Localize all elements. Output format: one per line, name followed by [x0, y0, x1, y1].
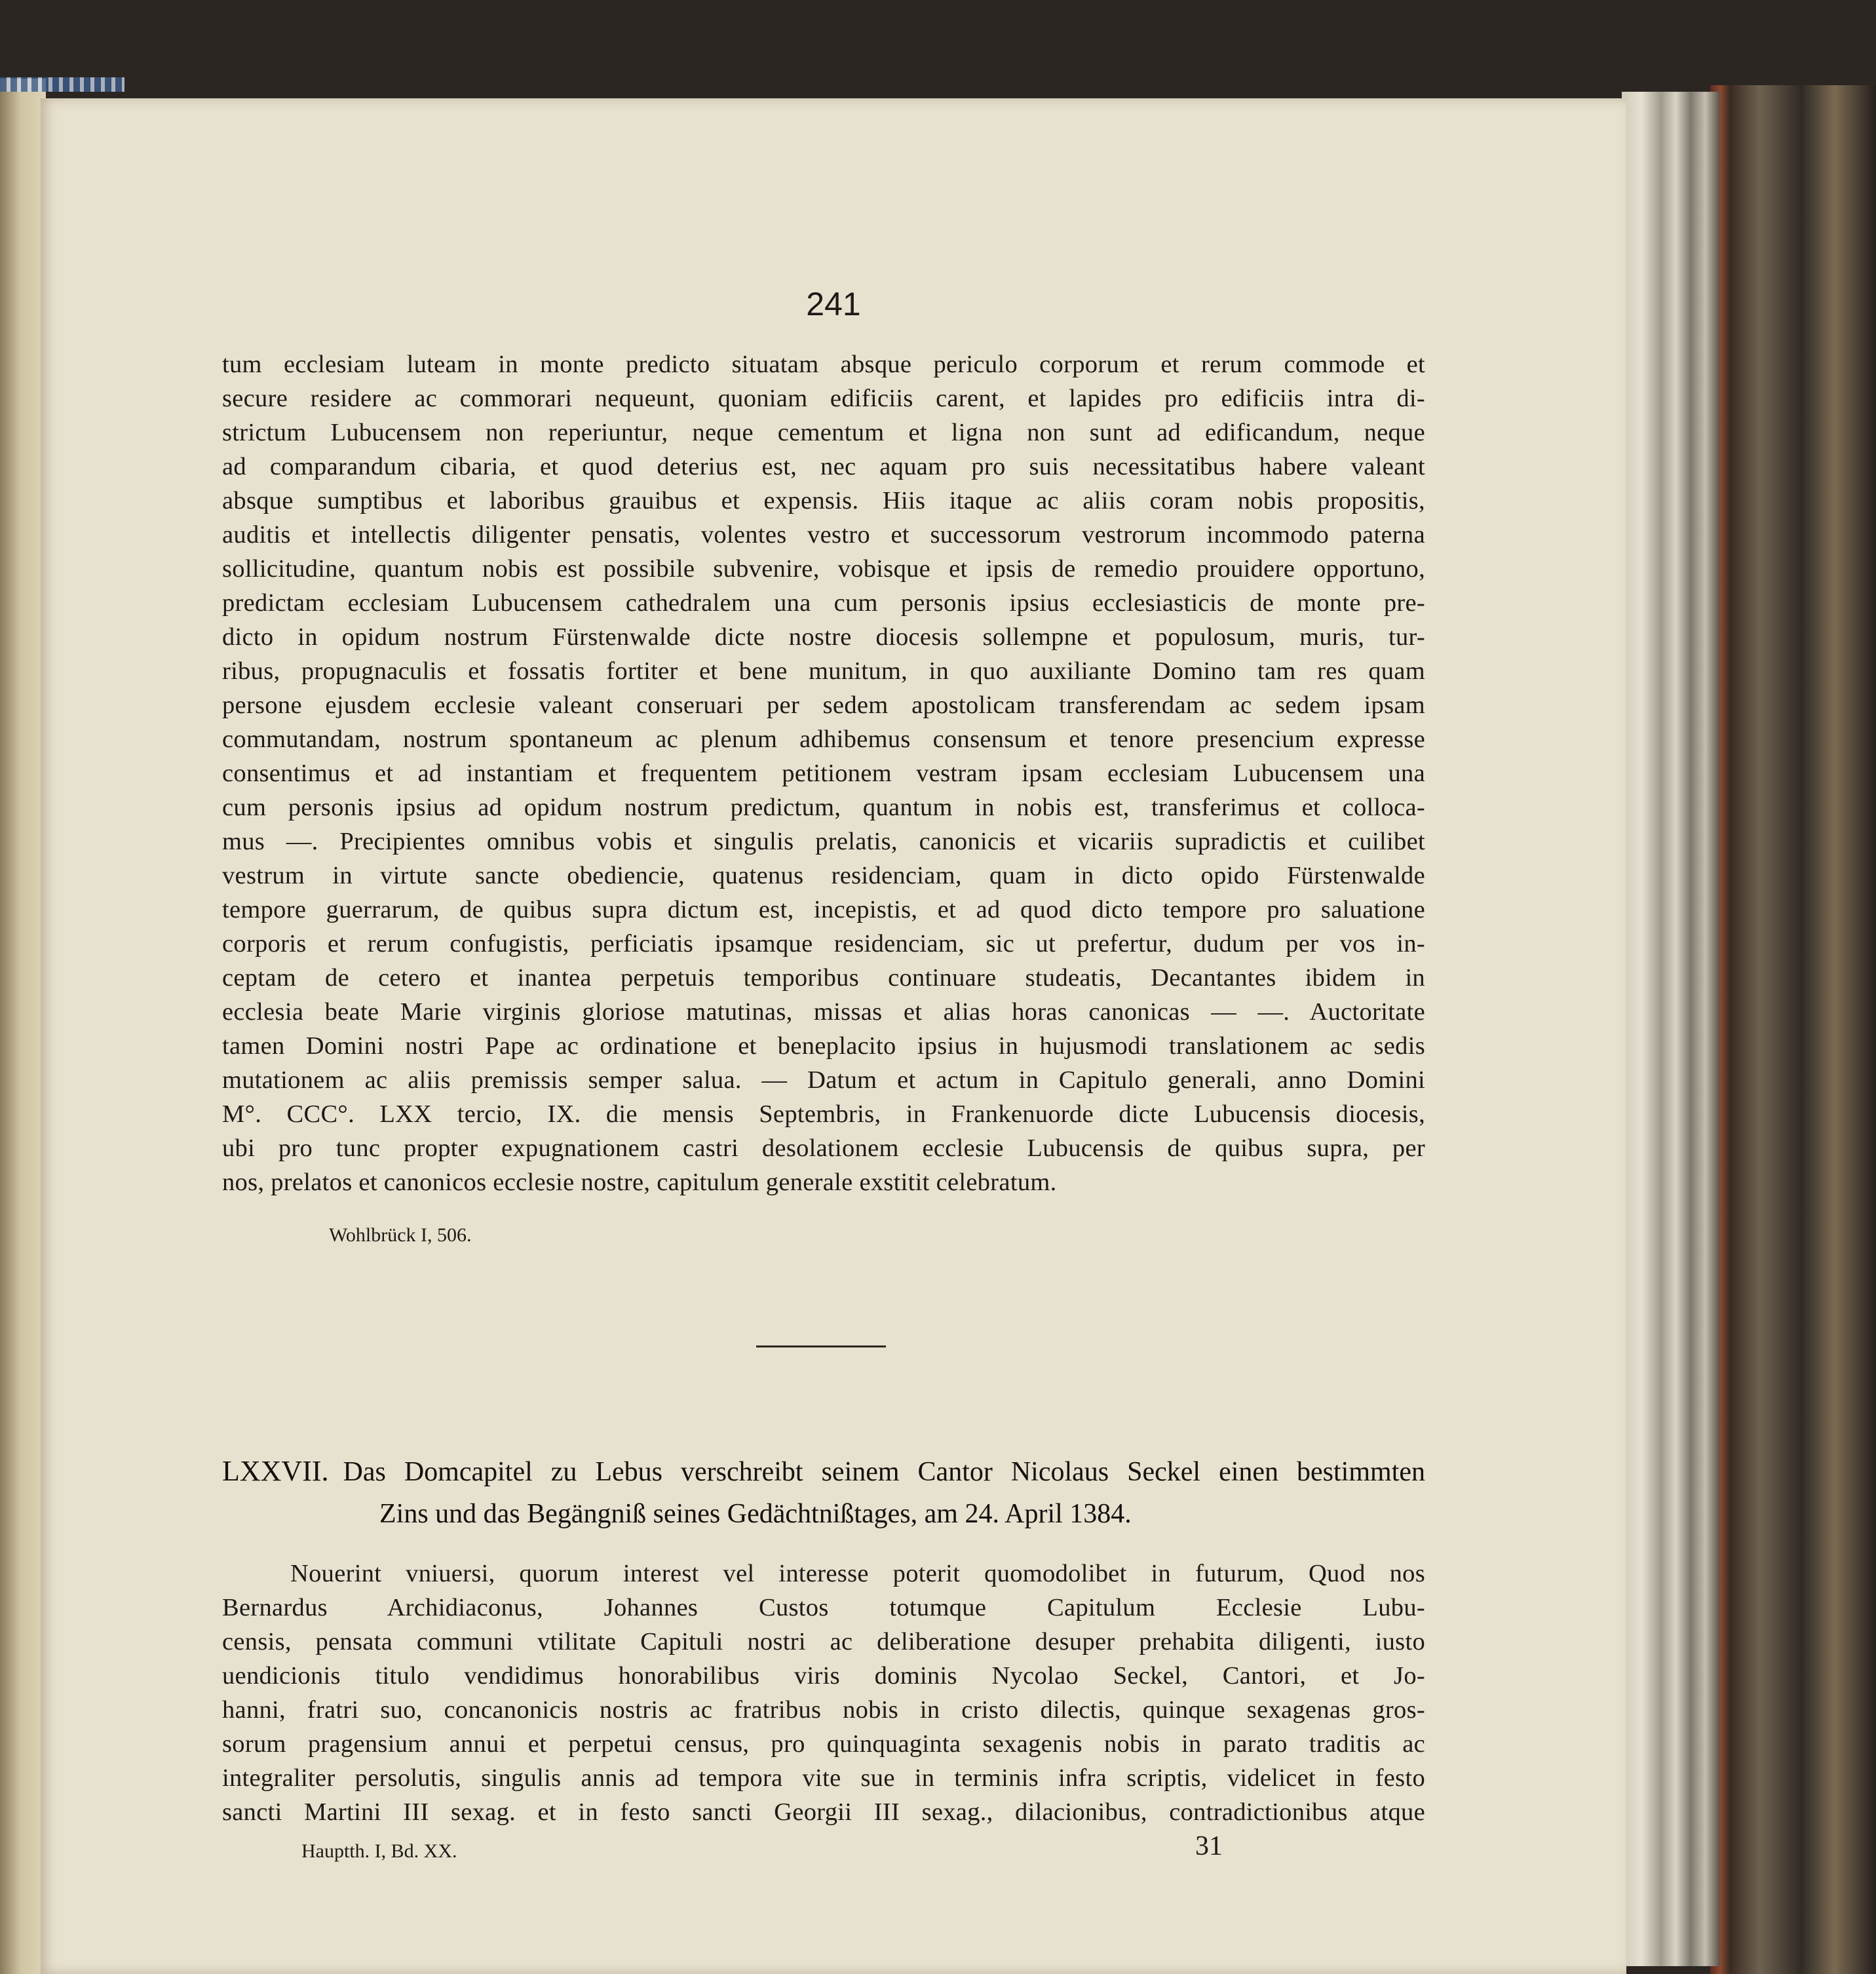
- text-line: mutationem ac aliis premissis semper salua. — Datum et actum in Capitulo generali, anno Domini: [222, 1066, 1425, 1094]
- paragraph-1: [222, 347, 1425, 1199]
- page-number: 241: [806, 286, 861, 322]
- text-line: nos, prelatos et canonicos ecclesie nostre, capitulum generale exstitit celebratum.: [222, 1169, 1057, 1196]
- text-line: vestrum in virtute sancte obediencie, quatenus residenciam, quam in dicto opido Fürstenwalde: [222, 862, 1425, 889]
- heading-title-1: Das Domcapitel zu Lebus verschreibt seinem Cantor Nicolaus Seckel einen bestimmten: [343, 1457, 1425, 1487]
- text-line: Bernardus Archidiaconus, Johannes Custos totumque Capitulum Ecclesie Lubu-: [222, 1594, 1425, 1621]
- signature-mark: Hauptth. I, Bd. XX.: [301, 1840, 457, 1862]
- section-divider: [756, 1345, 886, 1347]
- bookmark-ribbon: [0, 77, 124, 92]
- text-line: sollicitudine, quantum nobis est possibile subvenire, vobisque et ipsis de remedio prouidere opportuno,: [222, 555, 1425, 583]
- text-line: M°. CCC°. LXX tercio, IX. die mensis Septembris, in Frankenuorde dicte Lubucensis diocesis,: [222, 1100, 1425, 1128]
- text-line: strictum Lubucensem non reperiuntur, neque cementum et ligna non sunt ad edificandum, neque: [222, 419, 1425, 446]
- text-line: tamen Domini nostri Pape ac ordinatione et beneplacito ipsius in hujusmodi translationem ac sedis: [222, 1032, 1425, 1060]
- book-page: [41, 98, 1626, 1974]
- text-line: ceptam de cetero et inantea perpetuis temporibus continuare studeatis, Decantantes ibidem in: [222, 964, 1425, 992]
- source-citation: Wohlbrück I, 506.: [329, 1224, 472, 1246]
- heading-line-2: Zins und das Begängniß seines Gedächtnißtages, am 24. April 1384.: [379, 1499, 1132, 1529]
- document-number: LXXVII.: [222, 1455, 329, 1487]
- text-line: commutandam, nostrum spontaneum ac plenum adhibemus consensum et tenore presencium expresse: [222, 726, 1425, 753]
- heading-line-1: [222, 1450, 1425, 1493]
- text-line: absque sumptibus et laboribus grauibus et expensis. Hiis itaque ac aliis coram nobis propositis,: [222, 487, 1425, 514]
- page-stack-edge: [1622, 92, 1720, 1966]
- text-line: integraliter persolutis, singulis annis ad tempora vite sue in terminis infra scriptis, videlicet in festo: [222, 1764, 1425, 1792]
- text-line: ribus, propugnaculis et fossatis fortiter et bene munitum, in quo auxiliante Domino tam res quam: [222, 657, 1425, 685]
- left-page-edge: [0, 79, 46, 1974]
- text-line: uendicionis titulo vendidimus honorabilibus viris dominis Nycolao Seckel, Cantori, et Jo-: [222, 1662, 1425, 1690]
- text-line: censis, pensata communi vtilitate Capituli nostri ac deliberatione desuper prehabita diligenti, iusto: [222, 1628, 1425, 1655]
- text-line: mus —. Precipientes omnibus vobis et singulis prelatis, canonicis et vicariis supradictis et cuilibet: [222, 828, 1425, 855]
- text-line: tum ecclesiam luteam in monte predicto situatam absque periculo corporum et rerum commode et: [222, 351, 1425, 378]
- text-line: cum personis ipsius ad opidum nostrum predictum, quantum in nobis est, transferimus et colloca-: [222, 794, 1425, 821]
- text-line: secure residere ac commorari nequeunt, quoniam edificiis carent, et lapides pro edificiis intra di-: [222, 385, 1425, 412]
- text-line: persone ejusdem ecclesie valeant conseruari per sedem apostolicam transferendam ac sedem ipsam: [222, 691, 1425, 719]
- text-line: sorum pragensium annui et perpetui census, pro quinquaginta sexagenis nobis in parato traditis ac: [222, 1730, 1425, 1758]
- text-line: ecclesia beate Marie virginis gloriose matutinas, missas et alias horas canonicas — —. Auctoritate: [222, 998, 1425, 1026]
- text-line: predictam ecclesiam Lubucensem cathedralem una cum personis ipsius ecclesiasticis de monte pre-: [222, 589, 1425, 617]
- text-line: tempore guerrarum, de quibus supra dictum est, incepistis, et ad quod dicto tempore pro saluatione: [222, 896, 1425, 923]
- text-line: auditis et intellectis diligenter pensatis, volentes vestro et successorum vestrorum incommodo paterna: [222, 521, 1425, 549]
- text-line: corporis et rerum confugistis, perficiatis ipsamque residenciam, sic ut prefertur, dudum per vos in-: [222, 930, 1425, 958]
- book-cover: [1710, 85, 1876, 1974]
- text-line: dicto in opidum nostrum Fürstenwalde dicte nostre diocesis sollempne et populosum, muris, tur-: [222, 623, 1425, 651]
- text-line: sancti Martini III sexag. et in festo sancti Georgii III sexag., dilacionibus, contradictionibus atque: [222, 1798, 1425, 1826]
- text-line: consentimus et ad instantiam et frequentem petitionem vestram ipsam ecclesiam Lubucensem una: [222, 760, 1425, 787]
- text-line: ubi pro tunc propter expugnationem castri desolationem ecclesie Lubucensis de quibus supra, per: [222, 1134, 1425, 1162]
- text-line: ad comparandum cibaria, et quod deterius est, nec aquam pro suis necessitatibus habere valeant: [222, 453, 1425, 480]
- sheet-number: 31: [1195, 1831, 1223, 1861]
- text-line: hanni, fratri suo, concanonicis nostris ac fratribus nobis in cristo dilectis, quinque sexagenas gros-: [222, 1696, 1425, 1724]
- text-line: Nouerint vniuersi, quorum interest vel interesse poterit quomodolibet in futurum, Quod nos: [290, 1560, 1425, 1587]
- document-heading: [222, 1450, 1425, 1535]
- paragraph-2: [222, 1557, 1425, 1829]
